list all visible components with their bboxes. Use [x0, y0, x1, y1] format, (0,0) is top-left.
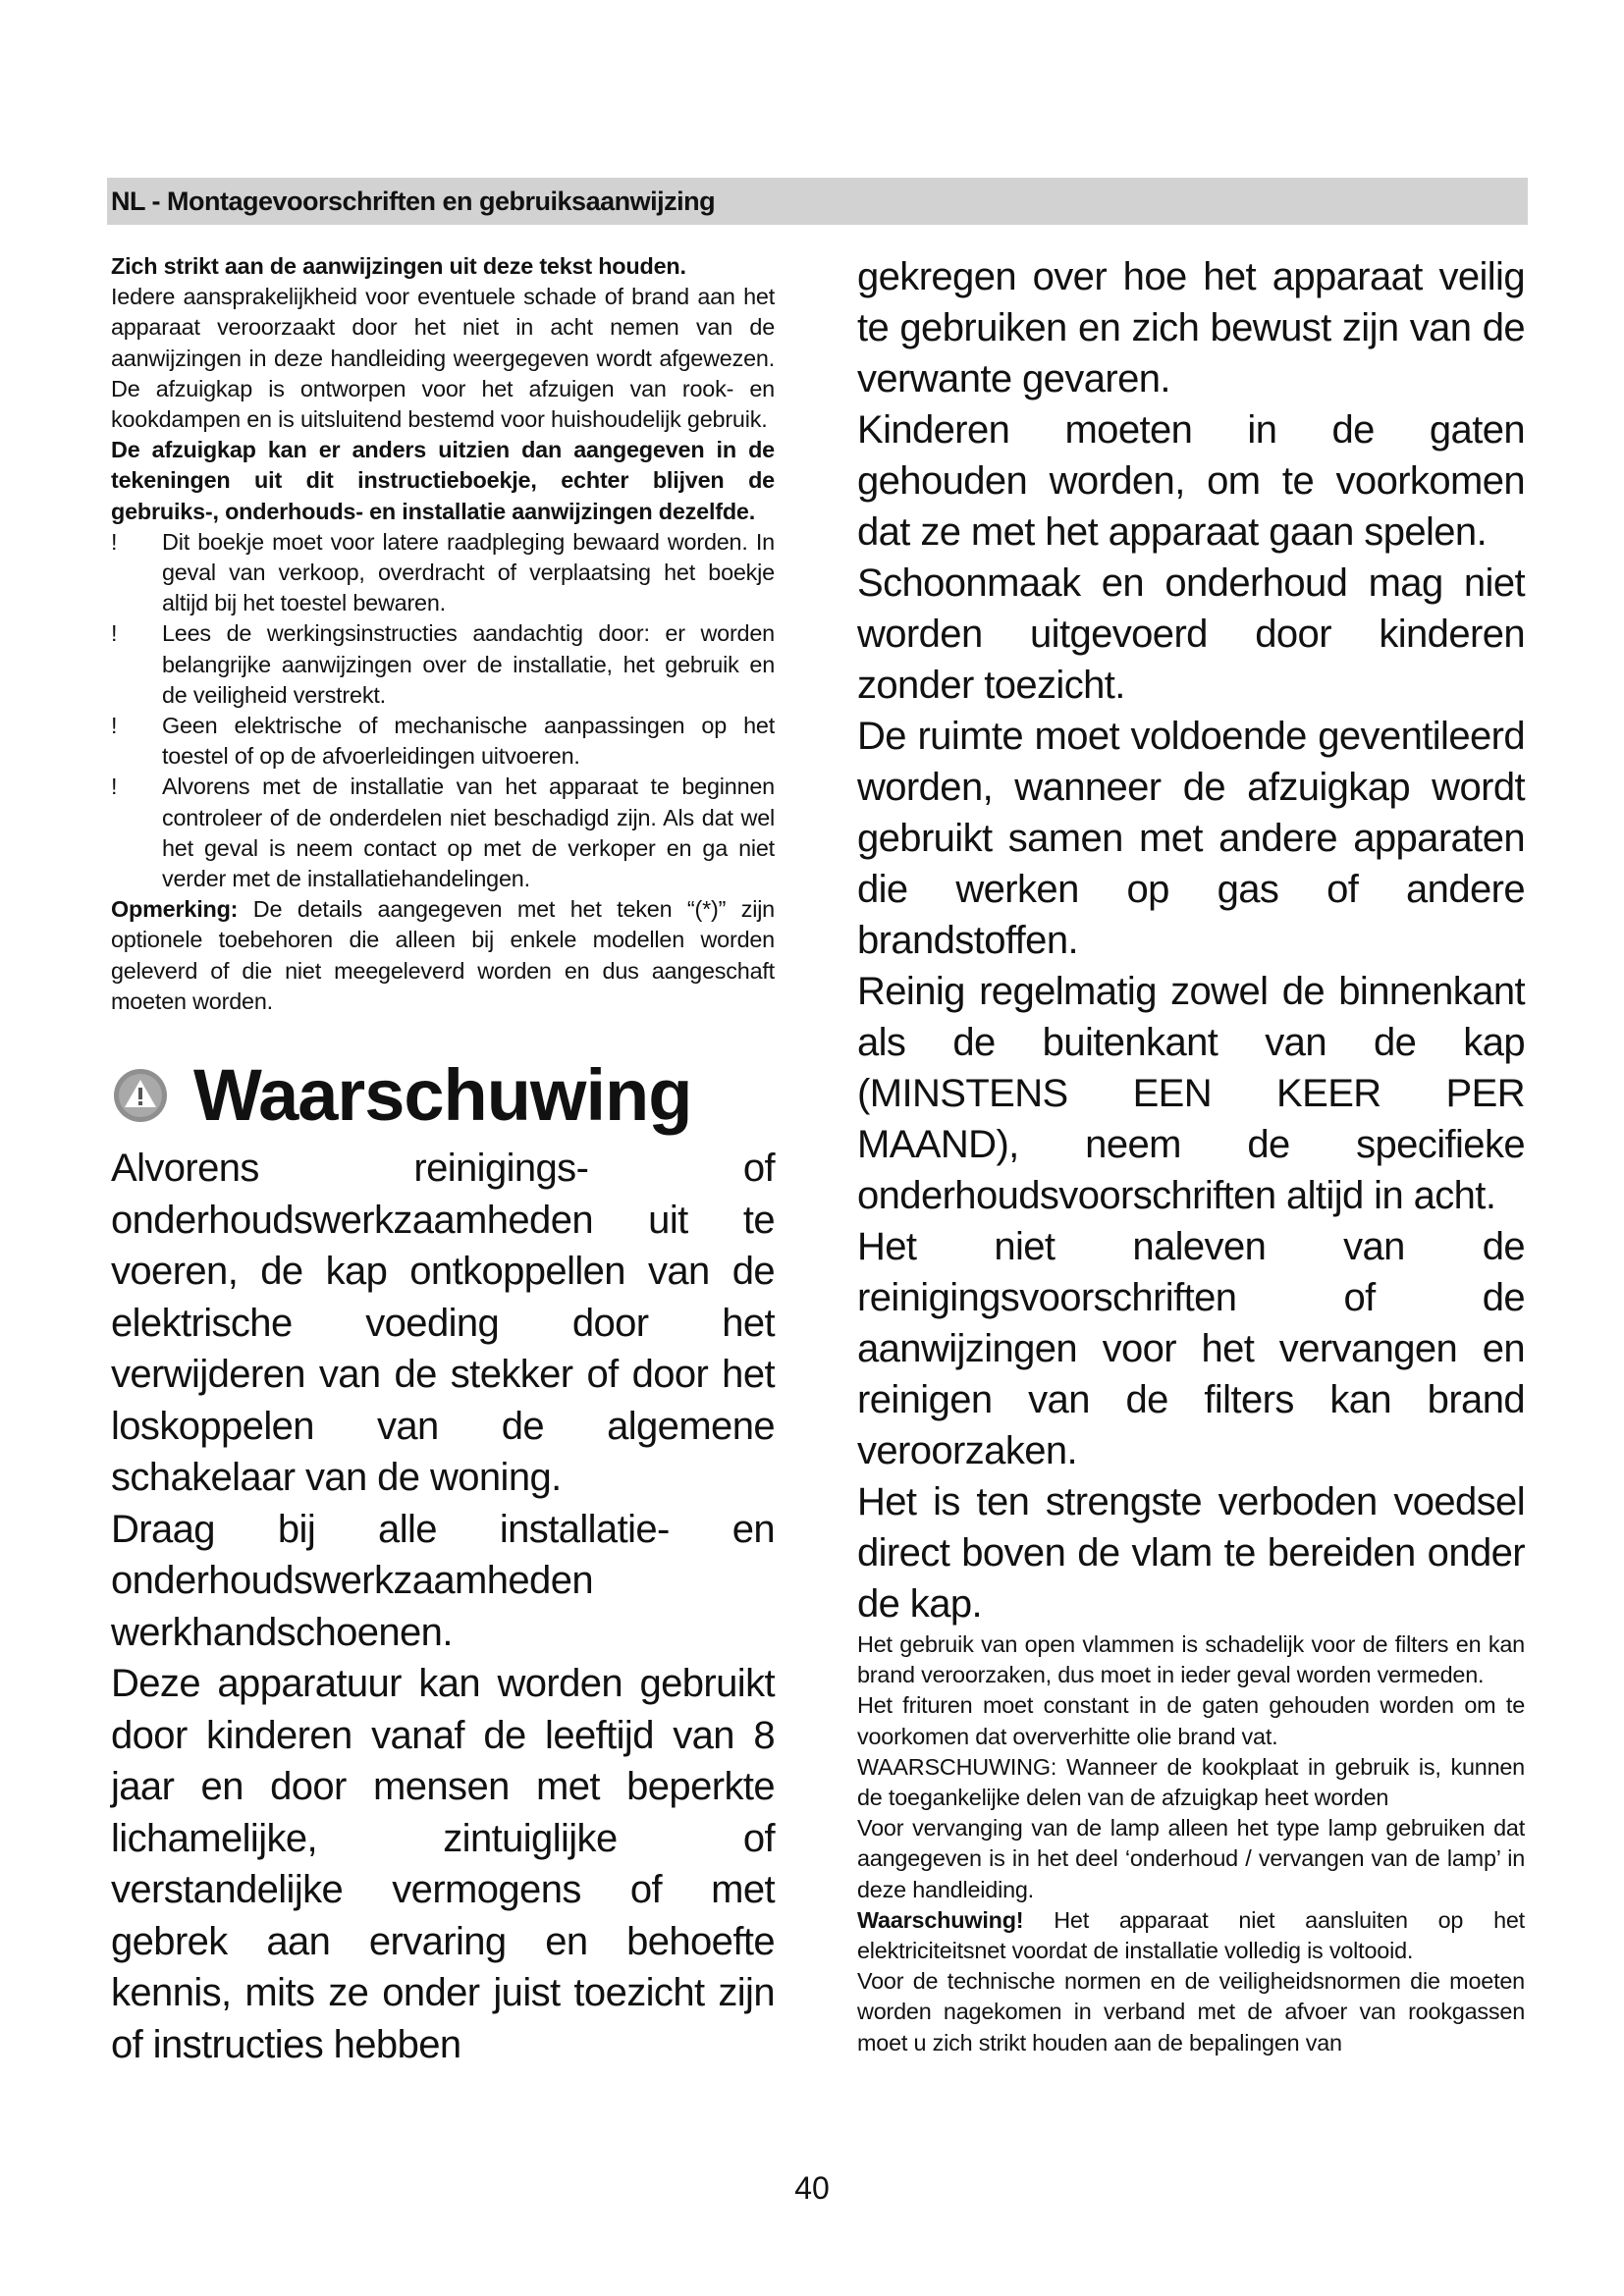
warning-paragraph: Alvorens reinigings- of onderhoudswerkzaamheden uit te voeren, de kap ontkoppellen van de elektrische voeding door het verwijderen van de stekker of door het loskoppelen van de algemene schakelaar van de woning.: [111, 1147, 775, 1500]
warning-title: Waarschuwing: [193, 1054, 692, 1137]
section-header-bar: [107, 178, 1528, 225]
list-item: [111, 618, 775, 711]
intro-bold-text: Zich strikt aan de aanwijzingen uit deze tekst houden.: [111, 253, 686, 279]
design-note: De afzuigkap kan er anders uitzien dan aangegeven in de tekeningen uit dit instructieboekje, echter blijven de gebruiks-, onderhouds- en installatie aanwijzingen dezelfde.: [111, 437, 775, 524]
right-paragraph: Kinderen moeten in de gaten gehouden worden, om te voorkomen dat ze met het apparaat gaan spelen.: [857, 408, 1525, 554]
warning-paragraph: Draag bij alle installatie- en onderhoudswerkzaamheden werkhandschoenen.: [111, 1507, 775, 1654]
right-small-paragraph: WAARSCHUWING: Wanneer de kookplaat in gebruik is, kunnen de toegankelijke delen van de afzuigkap heet worden: [857, 1753, 1525, 1811]
list-item: [111, 772, 775, 894]
list-item: [111, 711, 775, 772]
remark-paragraph: [111, 894, 775, 1017]
warning-icon: [113, 1068, 168, 1123]
warning2-label: Waarschuwing!: [857, 1906, 1024, 1933]
warning-paragraph: Deze apparatuur kan worden gebruikt door kinderen vanaf de leeftijd van 8 jaar en door mensen met beperkte lichamelijke, zintuiglijke of verstandelijke vermogens of met gebrek aan ervaring en behoefte kennis, mits ze onder juist toezicht zijn of instructies hebben: [111, 1662, 775, 2066]
exclamation-mark: !: [111, 713, 118, 739]
right-small-paragraph: Het frituren moet constant in de gaten gehouden worden om te voorkomen dat oververhitte olie brand vat.: [857, 1692, 1525, 1749]
right-paragraph: Het niet naleven van de reinigingsvoorschriften of de aanwijzingen voor het vervangen en reinigen van de filters kan brand veroorzaken.: [857, 1225, 1525, 1472]
intro-text: Iedere aansprakelijkheid voor eventuele schade of brand aan het apparaat veroorzaakt door het niet in acht nemen van de aanwijzingen in deze handleiding weergegeven wordt afgewezen. De afzuigkap is ontworpen voor het afzuigen van rook- en kookdampen en is uitsluitend bestemd voor huishoudelijk gebruik.: [111, 284, 775, 433]
right-paragraph: De ruimte moet voldoende geventileerd worden, wanneer de afzuigkap wordt gebruikt samen met andere apparaten die werken op gas of andere brandstoffen.: [857, 715, 1525, 962]
list-item-text: Alvorens met de installatie van het apparaat te beginnen controleer of de onderdelen niet beschadigd zijn. Als dat wel het geval is neem contact op met de verkoper en ga niet verder met de installatiehandelingen.: [162, 774, 775, 892]
list-item-text: Lees de werkingsinstructies aandachtig door: er worden belangrijke aanwijzingen over de installatie, het gebruik en de veiligheid verstrekt.: [162, 620, 775, 708]
exclamation-mark: !: [111, 528, 118, 555]
warning-heading: [111, 1056, 775, 1135]
left-column: [111, 251, 775, 2070]
warning2-paragraph: [857, 1905, 1525, 1966]
page-number: 40: [794, 2170, 830, 2206]
final-paragraph: Voor de technische normen en de veiligheidsnormen die moeten worden nagekomen in verband met de afvoer van rookgassen moet u zich strikt houden aan de bepalingen van: [857, 1968, 1525, 2056]
right-column: [857, 251, 1525, 2058]
list-item-text: Dit boekje moet voor latere raadpleging bewaard worden. In geval van verkoop, overdracht of verplaatsing het boekje altijd bij het toestel bewaren.: [162, 528, 775, 616]
right-paragraph: Schoonmaak en onderhoud mag niet worden uitgevoerd door kinderen zonder toezicht.: [857, 561, 1525, 707]
right-small-paragraph: Voor vervanging van de lamp alleen het type lamp gebruiken dat aangegeven is in het deel ‘onderhoud / vervangen van de lamp’ in deze handleiding.: [857, 1815, 1525, 1902]
remark-label: Opmerking:: [111, 896, 239, 923]
exclamation-mark: !: [111, 620, 118, 647]
right-small-paragraph: Het gebruik van open vlammen is schadelijk voor de filters en kan brand veroorzaken, dus moet in ieder geval worden vermeden.: [857, 1631, 1525, 1688]
list-item: [111, 527, 775, 619]
right-paragraph: Reinig regelmatig zowel de binnenkant als de buitenkant van de kap (MINSTENS EEN KEER PER MAAND), neem de specifieke onderhoudsvoorschriften altijd in acht.: [857, 970, 1525, 1217]
section-title: NL - Montagevoorschriften en gebruiksaanwijzing: [111, 187, 716, 216]
list-item-text: Geen elektrische of mechanische aanpassingen op het toestel of op de afvoerleidingen uitvoeren.: [162, 713, 775, 770]
warning2-text: Het apparaat niet aansluiten op het elektriciteitsnet voordat de installatie volledig is voltooid.: [857, 1906, 1525, 1964]
remark-text: De details aangegeven met het teken “(*)” zijn optionele toebehoren die alleen bij enkele modellen worden geleverd of die niet meegeleverd worden en dus aangeschaft moeten worden.: [111, 896, 775, 1014]
exclamation-mark: !: [111, 774, 118, 800]
right-paragraph: gekregen over hoe het apparaat veilig te gebruiken en zich bewust zijn van de verwante gevaren.: [857, 255, 1525, 400]
right-paragraph: Het is ten strengste verboden voedsel direct boven de vlam te bereiden onder de kap.: [857, 1480, 1525, 1626]
